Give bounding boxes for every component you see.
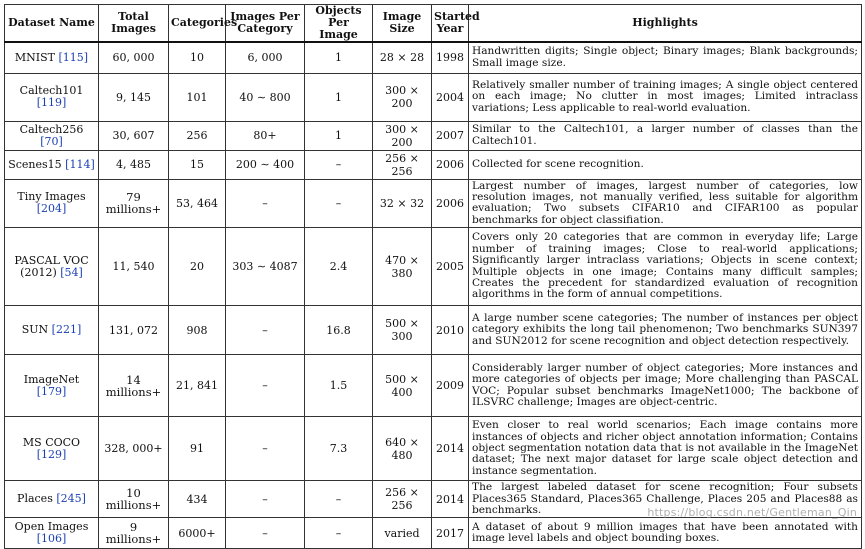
objects-per-image-cell: – bbox=[305, 518, 373, 549]
categories-cell: 10 bbox=[169, 42, 226, 73]
dataset-name: MNIST bbox=[14, 50, 55, 64]
header-dataset-name: Dataset Name bbox=[5, 5, 99, 43]
dataset-name: Places bbox=[17, 492, 53, 506]
header-highlights: Highlights bbox=[469, 5, 862, 43]
started-year-cell: 2010 bbox=[432, 306, 469, 355]
citation-link[interactable]: [115] bbox=[58, 50, 89, 64]
dataset-name-cell bbox=[5, 42, 99, 73]
dataset-name-cell bbox=[5, 306, 99, 355]
highlights-cell: The largest labeled dataset for scene recognition; Four subsets Places365 Standard, Places365 Challenge, Places 205 and Places88 as benchmarks. bbox=[469, 481, 862, 518]
table-row bbox=[5, 228, 862, 306]
header-images-per-category: Images Per Category bbox=[226, 5, 305, 43]
categories-cell: 21, 841 bbox=[169, 355, 226, 417]
total-images-cell: 131, 072 bbox=[99, 306, 169, 355]
started-year-cell: 2017 bbox=[432, 518, 469, 549]
table-row bbox=[5, 518, 862, 549]
header-row bbox=[5, 5, 862, 43]
total-images-cell: 10 millions+ bbox=[99, 481, 169, 518]
started-year-cell: 2014 bbox=[432, 417, 469, 481]
citation-link[interactable]: [70] bbox=[40, 134, 63, 148]
total-images-cell: 11, 540 bbox=[99, 228, 169, 306]
objects-per-image-cell: 1 bbox=[305, 121, 373, 150]
images-per-category-cell: – bbox=[226, 481, 305, 518]
table-body bbox=[5, 42, 862, 549]
highlights-cell: A dataset of about 9 million images that have been annotated with image level labels and object bounding boxes. bbox=[469, 518, 862, 549]
started-year-cell: 1998 bbox=[432, 42, 469, 73]
dataset-name-cell bbox=[5, 228, 99, 306]
header-image-size: Image Size bbox=[373, 5, 432, 43]
images-per-category-cell: – bbox=[226, 518, 305, 549]
started-year-cell: 2007 bbox=[432, 121, 469, 150]
highlights-cell: Collected for scene recognition. bbox=[469, 150, 862, 179]
started-year-cell: 2006 bbox=[432, 150, 469, 179]
images-per-category-cell: 80+ bbox=[226, 121, 305, 150]
objects-per-image-cell: 2.4 bbox=[305, 228, 373, 306]
image-size-cell: 500 × 300 bbox=[373, 306, 432, 355]
started-year-cell: 2005 bbox=[432, 228, 469, 306]
objects-per-image-cell: 16.8 bbox=[305, 306, 373, 355]
header-categories: Categories bbox=[169, 5, 226, 43]
total-images-cell: 4, 485 bbox=[99, 150, 169, 179]
images-per-category-cell: – bbox=[226, 355, 305, 417]
images-per-category-cell: 6, 000 bbox=[226, 42, 305, 73]
objects-per-image-cell: – bbox=[305, 481, 373, 518]
dataset-name: Open Images bbox=[14, 520, 89, 534]
images-per-category-cell: – bbox=[226, 179, 305, 228]
highlights-cell: Similar to the Caltech101, a larger number of classes than the Caltech101. bbox=[469, 121, 862, 150]
objects-per-image-cell: – bbox=[305, 150, 373, 179]
citation-link[interactable]: [106] bbox=[36, 532, 67, 546]
images-per-category-cell: – bbox=[226, 417, 305, 481]
highlights-cell: Considerably larger number of object categories; More instances and more categories of objects per image; More challenging than PASCAL VOC; Popular subset benchmarks ImageNet1000; The backbone of ILSVRC challenge; Images are object-centric. bbox=[469, 355, 862, 417]
citation-link[interactable]: [179] bbox=[36, 384, 67, 398]
citation-link[interactable]: [221] bbox=[51, 323, 82, 337]
images-per-category-cell: 40 ∼ 800 bbox=[226, 73, 305, 121]
header-started-year: Started Year bbox=[432, 5, 469, 43]
categories-cell: 6000+ bbox=[169, 518, 226, 549]
citation-link[interactable]: [129] bbox=[36, 447, 67, 461]
objects-per-image-cell: 1 bbox=[305, 73, 373, 121]
started-year-cell: 2009 bbox=[432, 355, 469, 417]
highlights-cell: Relatively smaller number of training images; A single object centered on each image; No clutter in most images; Limited intraclass variations; Less applicable to real-world evaluation. bbox=[469, 73, 862, 121]
started-year-cell: 2004 bbox=[432, 73, 469, 121]
table-row bbox=[5, 179, 862, 228]
dataset-name-cell bbox=[5, 355, 99, 417]
image-size-cell: 470 × 380 bbox=[373, 228, 432, 306]
categories-cell: 101 bbox=[169, 73, 226, 121]
table-row bbox=[5, 417, 862, 481]
dataset-name: ImageNet bbox=[23, 372, 80, 386]
dataset-name-cell bbox=[5, 179, 99, 228]
dataset-name-cell bbox=[5, 518, 99, 549]
highlights-cell: Largest number of images, largest number of categories, low resolution images, not manually verified, less suitable for algorithm evaluation; Two subsets CIFAR10 and CIFAR100 as popular benchmarks for object classifiation. bbox=[469, 179, 862, 228]
citation-link[interactable]: [204] bbox=[36, 202, 67, 216]
image-size-cell: 500 × 400 bbox=[373, 355, 432, 417]
objects-per-image-cell: 7.3 bbox=[305, 417, 373, 481]
objects-per-image-cell: – bbox=[305, 179, 373, 228]
header-objects-per-image: Objects Per Image bbox=[305, 5, 373, 43]
images-per-category-cell: – bbox=[226, 306, 305, 355]
header-total-images: Total Images bbox=[99, 5, 169, 43]
image-size-cell: 32 × 32 bbox=[373, 179, 432, 228]
images-per-category-cell: 303 ∼ 4087 bbox=[226, 228, 305, 306]
highlights-cell: Covers only 20 categories that are common in everyday life; Large number of training images; Close to real-world applications; Significantly larger intraclass variations; Objects in scene context; Multiple objects in one image; Contains many difficult samples; Creates the precedent for standardized evaluation of recognition algorithms in the form of annual competitions. bbox=[469, 228, 862, 306]
citation-link[interactable]: [114] bbox=[65, 157, 95, 171]
image-size-cell: 28 × 28 bbox=[373, 42, 432, 73]
table-row bbox=[5, 121, 862, 150]
citation-link[interactable]: [54] bbox=[60, 265, 83, 279]
categories-cell: 908 bbox=[169, 306, 226, 355]
dataset-name: Tiny Images bbox=[17, 190, 86, 204]
dataset-comparison-table bbox=[4, 4, 862, 549]
highlights-cell: Even closer to real world scenarios; Each image contains more instances of objects and richer object annotation information; Contains object segmentation notation data that is not available in the ImageNet dataset; The next major dataset for large scale object detection and instance segmentation. bbox=[469, 417, 862, 481]
highlights-cell: A large number scene categories; The number of instances per object category exhibits the long tail phenomenon; Two benchmarks SUN397 and SUN2012 for scene recognition and object detection respectively. bbox=[469, 306, 862, 355]
dataset-name: PASCAL VOC (2012) bbox=[14, 253, 89, 279]
started-year-cell: 2006 bbox=[432, 179, 469, 228]
dataset-name: Caltech256 bbox=[19, 122, 84, 136]
total-images-cell: 328, 000+ bbox=[99, 417, 169, 481]
dataset-name: SUN bbox=[21, 323, 49, 337]
image-size-cell: 300 × 200 bbox=[373, 73, 432, 121]
categories-cell: 434 bbox=[169, 481, 226, 518]
citation-link[interactable]: [119] bbox=[36, 96, 67, 109]
categories-cell: 91 bbox=[169, 417, 226, 481]
started-year-cell: 2014 bbox=[432, 481, 469, 518]
watermark: https://blog.csdn.net/Gentleman_Qin bbox=[647, 506, 857, 519]
image-size-cell: 256 × 256 bbox=[373, 481, 432, 518]
categories-cell: 15 bbox=[169, 150, 226, 179]
dataset-name-cell bbox=[5, 481, 99, 518]
image-size-cell: 300 × 200 bbox=[373, 121, 432, 150]
categories-cell: 20 bbox=[169, 228, 226, 306]
total-images-cell: 9, 145 bbox=[99, 73, 169, 121]
image-size-cell: 640 × 480 bbox=[373, 417, 432, 481]
dataset-name-cell bbox=[5, 73, 99, 121]
dataset-name-cell bbox=[5, 121, 99, 150]
total-images-cell: 79 millions+ bbox=[99, 179, 169, 228]
total-images-cell: 9 millions+ bbox=[99, 518, 169, 549]
image-size-cell: 256 × 256 bbox=[373, 150, 432, 179]
objects-per-image-cell: 1 bbox=[305, 42, 373, 73]
table-row bbox=[5, 306, 862, 355]
table-row bbox=[5, 73, 862, 121]
dataset-name: Scenes15 bbox=[8, 157, 62, 171]
dataset-name-cell bbox=[5, 417, 99, 481]
dataset-name: MS COCO bbox=[22, 435, 81, 449]
dataset-name: Caltech101 bbox=[19, 84, 84, 97]
images-per-category-cell: 200 ∼ 400 bbox=[226, 150, 305, 179]
citation-link[interactable]: [245] bbox=[56, 492, 86, 506]
objects-per-image-cell: 1.5 bbox=[305, 355, 373, 417]
table-row bbox=[5, 355, 862, 417]
total-images-cell: 60, 000 bbox=[99, 42, 169, 73]
table-row bbox=[5, 42, 862, 73]
highlights-cell: Handwritten digits; Single object; Binary images; Blank backgrounds; Small image size. bbox=[469, 42, 862, 73]
total-images-cell: 30, 607 bbox=[99, 121, 169, 150]
categories-cell: 53, 464 bbox=[169, 179, 226, 228]
table-row bbox=[5, 150, 862, 179]
dataset-name-cell bbox=[5, 150, 99, 179]
image-size-cell: varied bbox=[373, 518, 432, 549]
total-images-cell: 14 millions+ bbox=[99, 355, 169, 417]
categories-cell: 256 bbox=[169, 121, 226, 150]
